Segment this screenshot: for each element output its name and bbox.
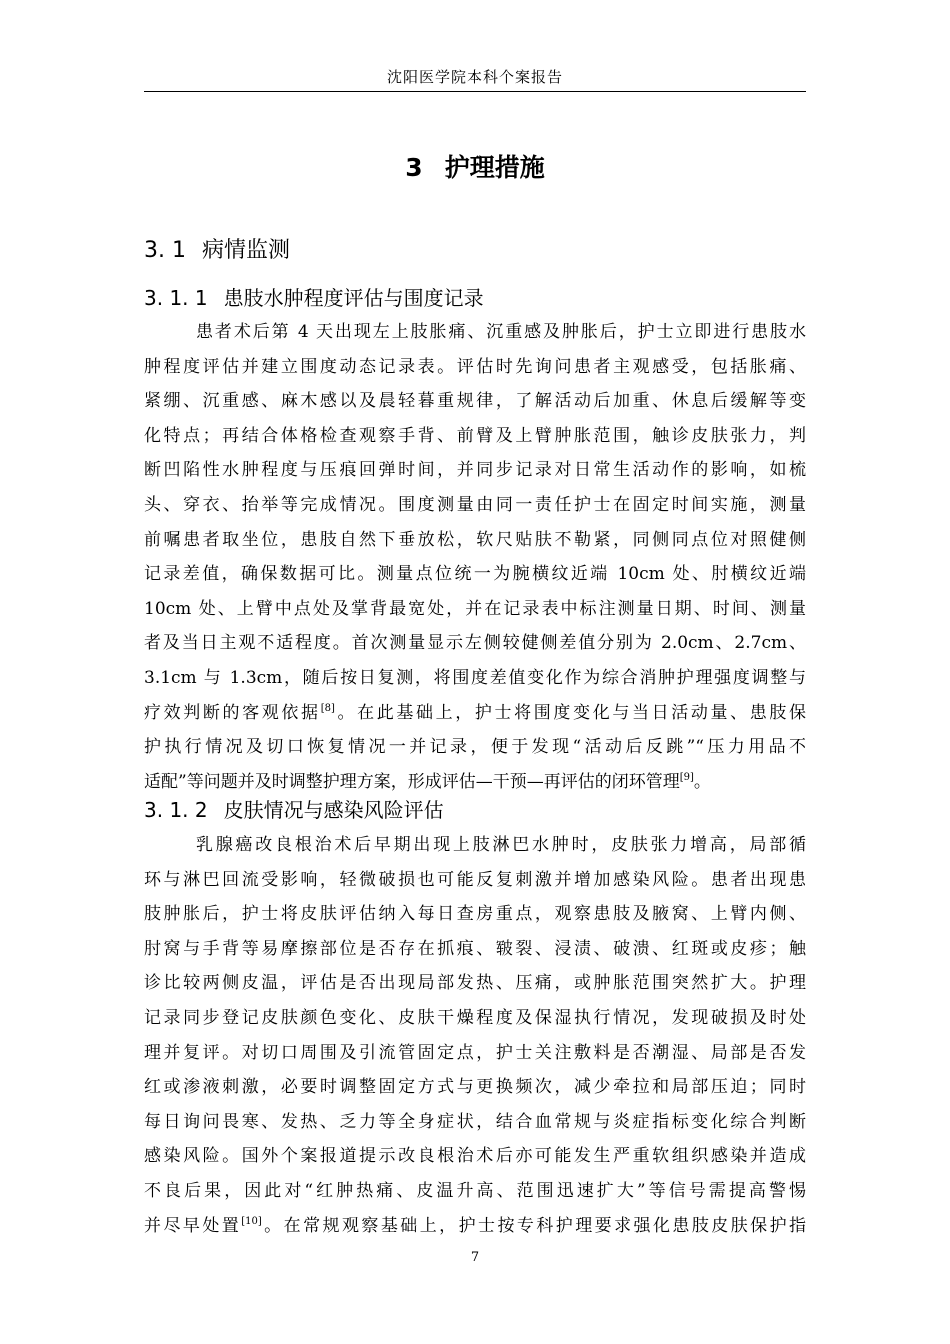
section-title: 病情监测 xyxy=(201,238,290,263)
text-line: 3.1cm 与 1.3cm，随后按日复测，将围度差值变化作为综合消肿护理强度调整与 xyxy=(144,667,806,688)
text-line: 患者术后第 4 天出现左上肢胀痛、沉重感及肿胀后，护士立即进行患肢水 xyxy=(196,322,806,342)
chapter-number: 3 xyxy=(405,153,423,182)
text-line xyxy=(144,696,806,731)
paragraph-skin-infection-assessment xyxy=(144,828,806,1243)
page-header: 沈阳医学院本科个案报告 xyxy=(386,68,563,86)
citation-ref: [9] xyxy=(679,771,694,783)
subsection-heading-1 xyxy=(144,282,484,311)
text-line: 前嘱患者取坐位，患肢自然下垂放松，软尺贴肤不勒紧，同侧同点位对照健侧 xyxy=(144,529,806,550)
text-line: 环与淋巴回流受影响，轻微破损也可能反复刺激并增加感染风险。患者出现患 xyxy=(144,869,806,890)
subsection-heading-2 xyxy=(144,794,444,823)
text-line: 断凹陷性水肿程度与压痕回弹时间，并同步记录对日常生活动作的影响，如梳 xyxy=(144,460,806,481)
text-line: 感染风险。国外个案报道提示改良根治术后亦可能发生严重软组织感染并造成 xyxy=(144,1146,806,1167)
text-line: 每日询问畏寒、发热、乏力等全身症状，结合血常规与炎症指标变化综合判断 xyxy=(144,1111,806,1132)
text-line: 乳腺癌改良根治术后早期出现上肢淋巴水肿时，皮肤张力增高，局部循 xyxy=(196,835,806,855)
text-line: 不良后果，因此对“红肿热痛、皮温升高、范围迅速扩大”等信号需提高警惕 xyxy=(144,1180,806,1201)
subsection-title: 患肢水肿程度评估与围度记录 xyxy=(223,286,484,310)
text-segment: 适配”等问题并及时调整护理方案，形成评估—干预—再评估的闭环管理 xyxy=(144,771,680,792)
subsection-number: 3. 1. 1 xyxy=(144,286,208,310)
text-line: 肘窝与手背等易摩擦部位是否存在抓痕、皲裂、浸渍、破溃、红斑或皮疹；触 xyxy=(144,938,806,959)
subsection-title: 皮肤情况与感染风险评估 xyxy=(223,798,444,822)
chapter-title-text: 护理措施 xyxy=(444,153,545,182)
text-line: 理并复评。对切口周围及引流管固定点，护士关注敷料是否潮湿、局部是否发 xyxy=(144,1042,806,1063)
citation-ref: [8] xyxy=(320,702,335,714)
text-line: 肿程度评估并建立围度动态记录表。评估时先询问患者主观感受，包括胀痛、 xyxy=(144,356,806,377)
text-segment: 。 xyxy=(693,771,711,792)
text-line: 10cm 处、上臂中点处及掌背最宽处，并在记录表中标注测量日期、时间、测量 xyxy=(144,598,806,619)
page-number: 7 xyxy=(470,1250,480,1265)
section-number: 3. 1 xyxy=(144,238,186,263)
section-heading xyxy=(144,233,290,264)
header-divider xyxy=(144,91,806,92)
citation-ref: [10] xyxy=(241,1215,262,1227)
text-segment: 。在此基础上，护士将围度变化与当日活动量、患肢保 xyxy=(334,702,807,723)
paragraph-edema-assessment xyxy=(144,315,806,799)
text-line: 肢肿胀后，护士将皮肤评估纳入每日查房重点，观察患肢及腋窝、上臂内侧、 xyxy=(144,904,806,925)
text-segment: 在常规观察基础上，护士按专科护理要求强化患肢皮肤保护指 xyxy=(283,1215,807,1236)
text-line xyxy=(144,1209,806,1244)
text-segment: 并尽早处置 xyxy=(144,1215,242,1236)
subsection-number: 3. 1. 2 xyxy=(144,798,208,822)
text-segment: 。 xyxy=(261,1215,284,1236)
text-line: 记录差值，确保数据可比。测量点位统一为腕横纹近端 10cm 处、肘横纹近端 xyxy=(144,564,806,585)
text-segment: 疗效判断的客观依据 xyxy=(144,702,321,723)
text-line: 紧绷、沉重感、麻木感以及晨轻暮重规律，了解活动后加重、休息后缓解等变 xyxy=(144,391,806,412)
text-line: 护执行情况及切口恢复情况一并记录，便于发现“活动后反跳”“压力用品不 xyxy=(144,737,806,758)
text-line: 头、穿衣、抬举等完成情况。围度测量由同一责任护士在固定时间实施，测量 xyxy=(144,494,806,515)
text-line: 者及当日主观不适程度。首次测量显示左侧较健侧差值分别为 2.0cm、2.7cm、 xyxy=(144,633,806,654)
text-line: 化特点；再结合体格检查观察手背、前臂及上臂肿胀范围，触诊皮肤张力，判 xyxy=(144,425,806,446)
text-line: 记录同步登记皮肤颜色变化、皮肤干燥程度及保湿执行情况，发现破损及时处 xyxy=(144,1007,806,1028)
text-line: 红或渗液刺激，必要时调整固定方式与更换频次，减少牵拉和局部压迫；同时 xyxy=(144,1077,806,1098)
text-line: 诊比较两侧皮温，评估是否出现局部发热、压痛，或肿胀范围突然扩大。护理 xyxy=(144,973,806,994)
chapter-title xyxy=(144,148,806,184)
